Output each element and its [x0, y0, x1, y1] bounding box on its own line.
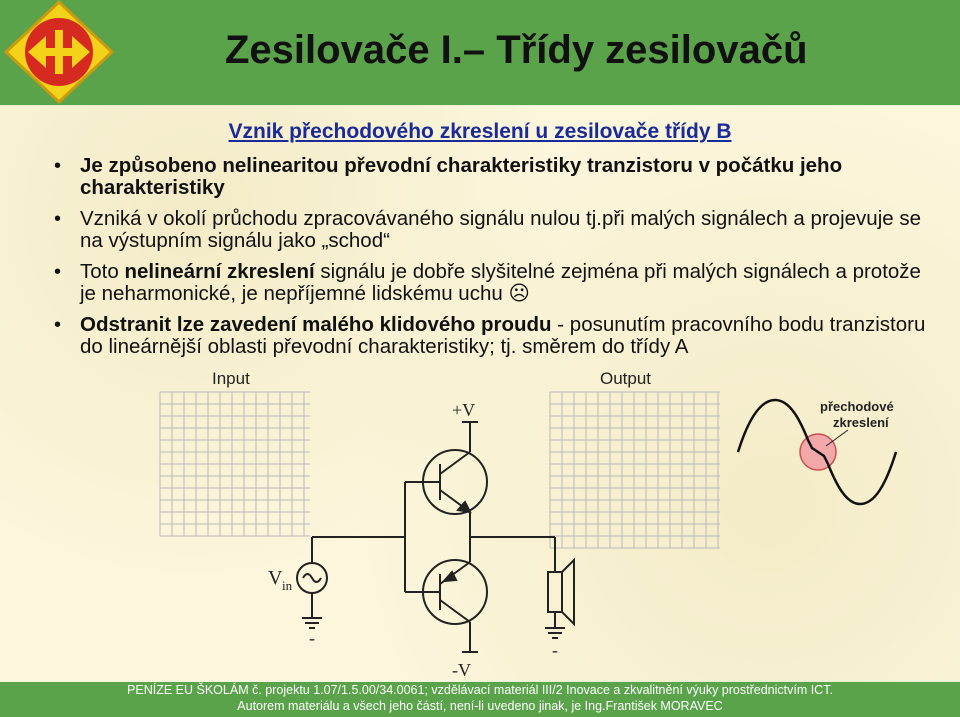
minus-v-label: -V: [452, 660, 471, 680]
input-grid: [160, 392, 310, 536]
speaker-icon: [548, 572, 562, 612]
crossover-label-line1: přechodové: [820, 399, 894, 414]
bullet-item: [54, 208, 934, 252]
vin-label: V: [268, 567, 283, 589]
footer-line1: PENÍZE EU ŠKOLÁM č. projektu 1.07/1.5.00/34.0061; vzdělávací materiál III/2 Inovace a zkvalitnění výuky prostřednictvím ICT.: [127, 683, 833, 697]
input-label: Input: [212, 369, 250, 388]
bullet-list: [54, 155, 934, 367]
bullet-text: Vzniká v okolí průchodu zpracovávaného signálu nulou tj.při malých signálech a projevuje se na výstupním signálu jako „schod“: [80, 207, 921, 252]
output-label: Output: [600, 369, 652, 388]
bullet-bold-text: nelineární zkreslení: [124, 260, 315, 283]
bullet-text: Je způsobeno nelinearitou převodní charakteristiky tranzistoru v počátku jeho charakteristiky: [80, 154, 843, 199]
school-logo: [0, 0, 118, 105]
vin-subscript: in: [282, 578, 293, 593]
push-pull-circuit: [297, 422, 574, 652]
bullet-item: [54, 261, 934, 305]
slide-subtitle: Vznik přechodového zkreslení u zesilovače třídy B: [228, 120, 732, 143]
crossover-label-line2: zkreslení: [833, 415, 889, 430]
footer: [0, 682, 960, 717]
bullet-item: [54, 155, 934, 199]
output-grid: [550, 392, 720, 548]
bullet-text: - posunutím pracovního bodu tranzistoru do lineárnější oblasti převodní charakteristiky; tj. směrem do třídy A: [80, 313, 926, 358]
slide-title: Zesilovače I.– Třídy zesilovačů: [225, 28, 808, 72]
bullet-item: [54, 314, 934, 358]
bullet-text: signálu je dobře slyšitelné zejména při malých signálech a protože je neharmonické, je nepříjemné lidskému uchu ☹: [80, 260, 921, 305]
crossover-waveform: [738, 399, 896, 504]
footer-line2: Autorem materiálu a všech jeho částí, není-li uvedeno jinak, je Ing.František MORAVEC: [237, 699, 723, 713]
plus-v-label: +V: [452, 400, 476, 420]
bullet-bold-text: Odstranit lze zavedení malého klidového proudu: [80, 313, 552, 336]
logo-emblem: [0, 0, 118, 105]
ground-label-left: -: [309, 628, 315, 648]
ground-label-right: -: [552, 640, 558, 660]
bullet-text: Toto: [80, 260, 125, 283]
class-b-amplifier-diagram: [0, 360, 960, 682]
